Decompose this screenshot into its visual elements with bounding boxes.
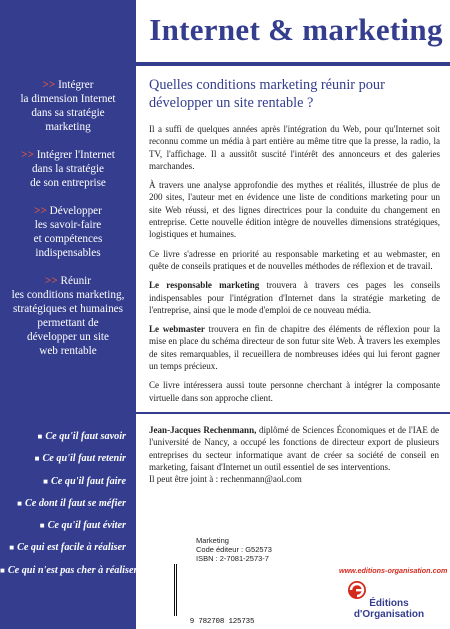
highlight-line: permettant de [37,317,99,329]
author-bio [149,424,439,485]
bullet-icon: ■ [39,521,45,531]
left-highlight-block [0,204,136,260]
highlight-line: marketing [45,121,91,133]
left-bullet-list [0,426,136,582]
paragraph-text: Ce livre s'adresse en priorité au responsable marketing et au webmaster, en quête de conseils pratiques et de nouvelles méthodes de réflexion et de travail. [149,248,440,271]
book-code-line: Marketing [196,536,229,545]
left-highlight-block [0,148,136,190]
author-name: Jean-Jacques Rechenmann, [149,425,257,435]
highlight-line: de son entreprise [30,177,106,189]
publisher-name-line: Éditions [369,598,409,609]
book-code-line: Code éditeur : G52573 [196,545,272,554]
highlight-line: les conditions marketing, [11,289,125,301]
bullet-item [0,426,136,448]
paragraph-text: Il a suffi de quelques années après l'intégration du Web, pour qu'Internet soit reconnu comme un média à part entière au même titre que la presse, la radio, la TV, l'affichage. Il a aussitôt suscité l'intérêt des annonceurs et des galeries marchandes. [149,124,440,171]
author-bio-text: diplômé de Sciences Économiques et de l'IAE de l'université de Nancy, a occupé les fonctions de directeur export de plusieurs entreprises du secteur informatique avant de créer sa société de conseil en marketing, faisant d'Internet un outil essentiel de ses interventions. [149,425,439,472]
bullet-item [0,537,136,559]
left-highlights [0,78,136,372]
bullet-item [0,560,136,582]
bullet-label: Ce qu'il faut éviter [47,520,126,532]
arrow-marker: >> [34,205,47,217]
highlight-line: la dimension Internet [20,93,116,105]
barcode-bar [174,564,175,616]
barcode-number: 9 782708 125735 [189,618,255,626]
arrow-marker: >> [21,149,34,161]
highlight-line: Intégrer l'Internet [36,149,115,161]
publisher-name [333,598,445,620]
paragraph-lead: Le webmaster [149,324,205,335]
bullet-item [0,515,136,537]
description-text [149,123,440,411]
bullet-label: Ce qu'il faut savoir [45,431,126,442]
bullet-icon: ■ [37,432,43,441]
bullet-label: Ce qu'il faut faire [51,475,126,487]
paragraph-text: trouvera en fin de chapitre des éléments de réflexion pour la mise en place du schéma directeur de son futur site Web. À travers les exemples de sites remarquables, il recueillera de nombreuses idées qui lui feront gagner un temps précieux. [149,324,440,372]
bullet-item [0,448,136,470]
bullet-icon: ■ [0,565,5,575]
book-title: Internet & marketing [149,12,443,47]
highlight-line: indispensables [35,247,101,259]
title-divider [0,62,450,66]
body-paragraph [149,123,440,172]
headline-question: Quelles conditions marketing réunir pour développer un site rentable ? [149,77,385,111]
highlight-line: dans la stratégie [31,163,105,175]
publisher-logo-icon [346,580,368,600]
bullet-item [0,493,136,515]
bullet-icon: ■ [43,476,48,486]
body-paragraph [149,323,440,372]
bullet-item [0,471,136,493]
body-paragraph [149,379,440,404]
bullet-label: Ce qui est facile à réaliser [17,542,126,554]
left-highlight-block [0,78,136,134]
highlight-line: dans sa stratégie [31,107,105,119]
barcode-image [172,564,276,616]
bullet-icon: ■ [17,498,22,508]
highlight-line: les savoir-faire [34,219,102,231]
highlight-line: et compétences [33,233,103,245]
left-highlight-block [0,274,136,358]
bullet-label: Ce qu'il faut retenir [42,453,126,465]
barcode-bar [176,564,177,616]
body-paragraph [149,179,440,240]
bullet-label: Ce dont il faut se méfier [24,497,126,509]
arrow-marker: >> [42,79,56,91]
bullet-icon: ■ [9,543,15,553]
paragraph-text: Ce livre intéressera aussi toute personne cherchant à intégrer la composante virtuelle dans son approche client. [149,380,440,403]
arrow-marker: >> [45,275,58,287]
publisher-name-line: d'Organisation [353,609,425,620]
publisher-url: www.editions-organisation.com [339,566,448,575]
highlight-line: Intégrer [58,79,94,91]
paragraph-text: trouvera à travers ces pages les conseils indispensables pour l'intégration d'Internet dans la stratégie marketing de l'entreprise, ainsi que le mode d'emploi de ce nouveau média. [149,280,441,315]
body-paragraph [149,279,440,316]
author-contact: Il peut être joint à : rechenmann@aol.com [149,474,302,485]
highlight-line: stratégiques et humaines [13,303,123,315]
body-paragraph [149,248,440,273]
book-codes [196,536,272,563]
bullet-label: Ce qui n'est pas cher à réaliser [7,564,138,576]
highlight-line: développer un site [26,331,110,343]
section-divider [136,412,450,414]
book-code-line: ISBN : 2-7081-2573-7 [196,554,269,563]
paragraph-text: À travers une analyse approfondie des mythes et réalités, illustrée de plus de 200 sites, l'auteur met en évidence une liste de conditions marketing pour un site Web réussi, et des lignes directrices pour la conduite du changement en entreprise. Cette nouvelle édition intègre de nouvelles dimensions stratégiques, logistiques et humaines. [149,180,440,240]
bullet-icon: ■ [34,454,40,464]
highlight-line: Développer [49,205,102,217]
highlight-line: web rentable [39,345,97,357]
highlight-line: Réunir [60,275,91,287]
paragraph-lead: Le responsable marketing [149,280,260,291]
